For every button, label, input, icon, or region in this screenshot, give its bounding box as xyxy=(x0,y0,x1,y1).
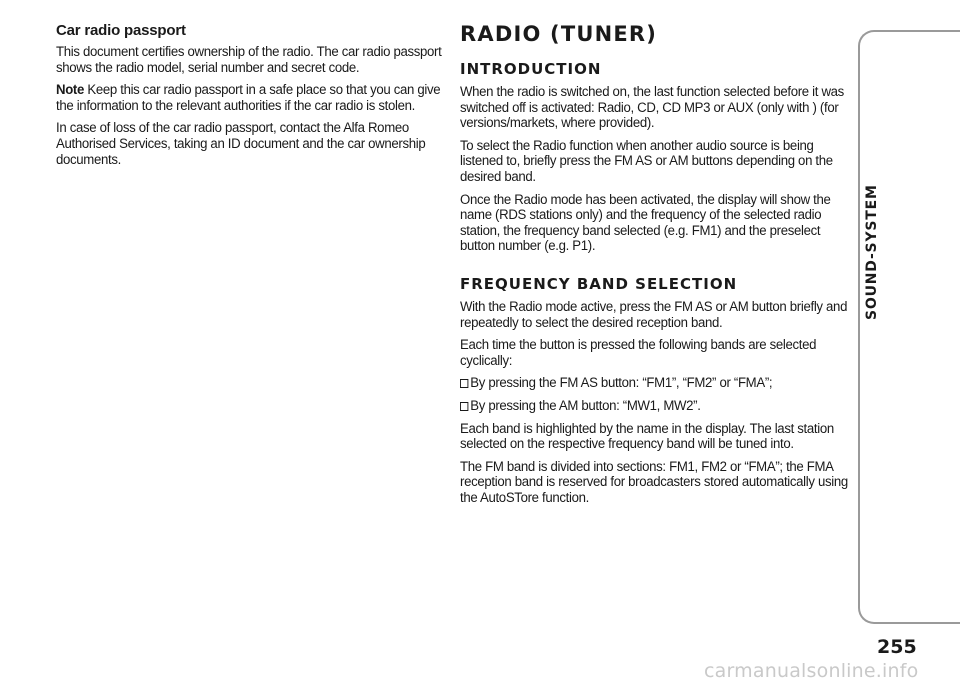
watermark: carmanualsonline.info xyxy=(704,660,919,682)
paragraph: Once the Radio mode has been activated, the display will show the name (RDS stations only) and the frequency of the selected radio station, the frequency band selected (e.g. FM1) and the preselect button number (e.g. P1). xyxy=(460,191,831,255)
paragraph: This document certifies ownership of the radio. The car radio passport shows the radio model, serial number and secret code. xyxy=(56,44,442,76)
side-tab-label xyxy=(864,260,884,320)
page-title: RADIO (TUNER) xyxy=(460,22,658,46)
section-heading: Car radio passport xyxy=(56,22,186,39)
note-paragraph xyxy=(56,83,442,114)
section-heading: FREQUENCY BAND SELECTION xyxy=(460,274,738,293)
note-text: Keep this car radio passport in a safe place so that you can give the information to the relevant authorities if the car radio is stolen. xyxy=(56,82,441,114)
paragraph: To select the Radio function when another audio source is being listened to, briefly press the FM AS or AM buttons depending on the desired band. xyxy=(460,137,833,185)
checkbox-bullet-icon xyxy=(460,402,468,411)
list-item xyxy=(460,376,854,392)
paragraph: With the Radio mode active, press the FM AS or AM button briefly and repeatedly to select the desired reception band. xyxy=(460,298,848,331)
checkbox-bullet-icon xyxy=(460,379,468,388)
list-item-text: By pressing the FM AS button: “FM1”, “FM2” or “FMA”; xyxy=(470,375,773,392)
paragraph: Each band is highlighted by the name in the display. The last station selected on the respective frequency band will be tuned into. xyxy=(460,420,834,453)
paragraph: In case of loss of the car radio passport, contact the Alfa Romeo Authorised Services, taking an ID document and the car ownership documents. xyxy=(56,120,426,168)
list-item-text: By pressing the AM button: “MW1, MW2”. xyxy=(470,397,701,414)
paragraph: The FM band is divided into sections: FM1, FM2 or “FMA”; the FMA reception band is reserved for broadcasters stored automatically using the AutoSTore function. xyxy=(460,458,848,506)
paragraph: Each time the button is pressed the following bands are selected cyclically: xyxy=(460,337,817,369)
page-number: 255 xyxy=(877,636,917,658)
list-item xyxy=(460,399,854,415)
right-column xyxy=(460,22,852,513)
note-label: Note xyxy=(56,82,85,99)
section-heading: INTRODUCTION xyxy=(460,60,602,78)
left-column xyxy=(56,22,440,175)
paragraph: When the radio is switched on, the last function selected before it was switched off is activated: Radio, CD, CD MP3 or AUX (only with ) (for versions/markets, where provided). xyxy=(460,84,844,132)
side-tab xyxy=(858,30,960,624)
